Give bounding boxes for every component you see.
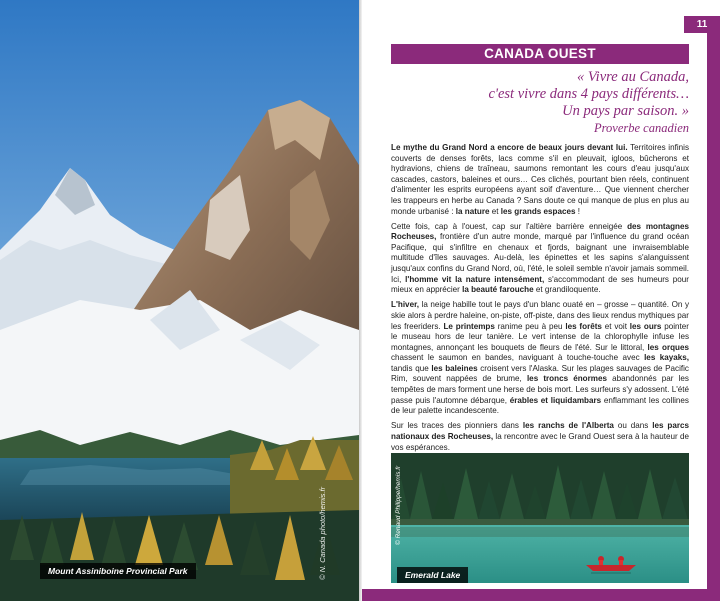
emphasis-text: les parcs nationaux des Rocheuses, [391,421,689,441]
body-text-run: et voit [601,321,630,331]
emphasis-text: les grands espaces [500,206,576,216]
emphasis-text: Le printemps [443,321,495,331]
body-text-run: et grandiloquente. [533,285,601,295]
quote-line-1: « Vivre au Canada, [577,69,689,85]
emphasis-text: les orques [647,342,689,352]
body-text-run: enflammant les collines de leur palette incandescente. [391,395,689,416]
left-photo-caption: Mount Assiniboine Provincial Park [40,563,196,579]
page-number: 11 [684,16,720,33]
emphasis-text: érables et liquidambars [509,395,602,405]
lake-photo [391,453,689,583]
emphasis-text: les kayaks, [644,353,689,363]
mountain-illustration [0,0,359,601]
quote-line-2: c'est vivre dans 4 pays différents… [488,86,689,102]
emphasis-text: la beauté farouche [462,285,534,295]
body-text-run: croisent vers l'Alaska. Sur les plages sauvages de Pacific Rim, souvent nappées de brume, [391,363,689,384]
body-text-run: abandonnés par les tempêtes de mars forment une herse de bois mort. Les surfeurs s'y adossent. L'été passe puis l'automne débarque, [391,374,689,405]
page-bottom-strip [362,589,720,601]
body-text-run: Cette fois, cap à l'ouest, cap sur l'altière barrière enneigée [391,221,628,231]
body-text-run: la rencontre avec le Grand Ouest sera à la hauteur de vos espérances. [391,431,689,452]
body-text [391,143,689,458]
emphasis-text: les baleines [431,363,478,373]
quote-source: Proverbe canadien [594,121,689,135]
body-text-run: pointer le museau hors de leur tanière. Le vert intense de la chlorophylle infuse les montagnes, annonçant les bouquets de fleurs de l'été. Sur le littoral, [391,321,690,352]
body-text-run: ranime peu à peu [494,321,566,331]
body-text-run: Sur les traces des pionniers dans [391,421,523,431]
emphasis-text: les ranchs de l'Alberta [522,421,614,431]
body-text-run: s'accommodant de ses humeurs pour mieux en apprécier [391,274,689,295]
left-photo-credit: © N. Canada photo/hemis.fr [318,486,327,580]
emphasis-text: L'hiver, [391,300,420,310]
body-text-run: chassent le saumon en bandes, naviguant à touche-touche avec [391,353,645,363]
body-text-run: tandis que [391,363,432,373]
emphasis-text: des montagnes Rocheuses, [391,221,690,242]
emphasis-text: les troncs énormes [526,374,607,384]
right-photo-credit: © Renaud Philippe/hemis.fr [395,465,402,545]
emphasis-text: Le mythe du Grand Nord a encore de beaux jours devant lui. [391,143,628,152]
body-text-run: et [489,206,501,216]
emphasis-text: la nature [455,206,490,216]
body-text-run: Territoires infinis couverts de denses forêts, lacs comme s'il en pleuvait, igloos, bûcherons et hydravions, chiens de traîneau, saumons remontant les cours d'eau jusqu'aux cascades, castors, baleines et ours… Ces clichés, pourtant bien réels, continuent d'alimenter les esprits européens ayant soif d'aventure… Que viennent chercher les trappeurs en herbe au Canada ? Sans doute ce qui manque de plus en plus au monde urbanisé : [391,143,689,216]
lake-illustration [391,453,689,583]
emphasis-text: les forêts [565,321,602,331]
mountain-photo [0,0,359,601]
section-title: CANADA OUEST [391,44,689,64]
body-text-run: frontière d'un autre monde, marqué par l'influence du grand océan Pacifique, qui s'infiltre en chenaux et fjords, baignant une invraisemblable multitude d'îles sauvages. Au-delà, les épinettes et les sapins s'alanguissent jusqu'aux confins du Grand Nord, où, l'été, le soleil semble n'avoir jamais sommeil. Ici, [391,232,689,284]
emphasis-text: l'homme vit la nature intensément, [405,274,545,284]
page-edge-bar [707,30,720,601]
body-paragraph [391,421,689,453]
epigraph-quote [391,69,689,137]
body-paragraph [391,222,689,296]
body-text-run: ou dans [613,421,653,431]
emphasis-text: les ours [629,321,662,331]
quote-line-3: Un pays par saison. » [562,103,689,119]
body-text-run: ! [575,206,580,216]
body-paragraph [391,300,689,417]
right-photo-caption: Emerald Lake [397,567,468,583]
body-text-run: la neige habille tout le pays d'un blanc ouaté en – grosse – quantité. On y skie alors à perdre haleine, on-piste, off-piste, dans des lieux rendus mythiques par les freeriders. [391,300,689,331]
body-paragraph [391,143,689,217]
